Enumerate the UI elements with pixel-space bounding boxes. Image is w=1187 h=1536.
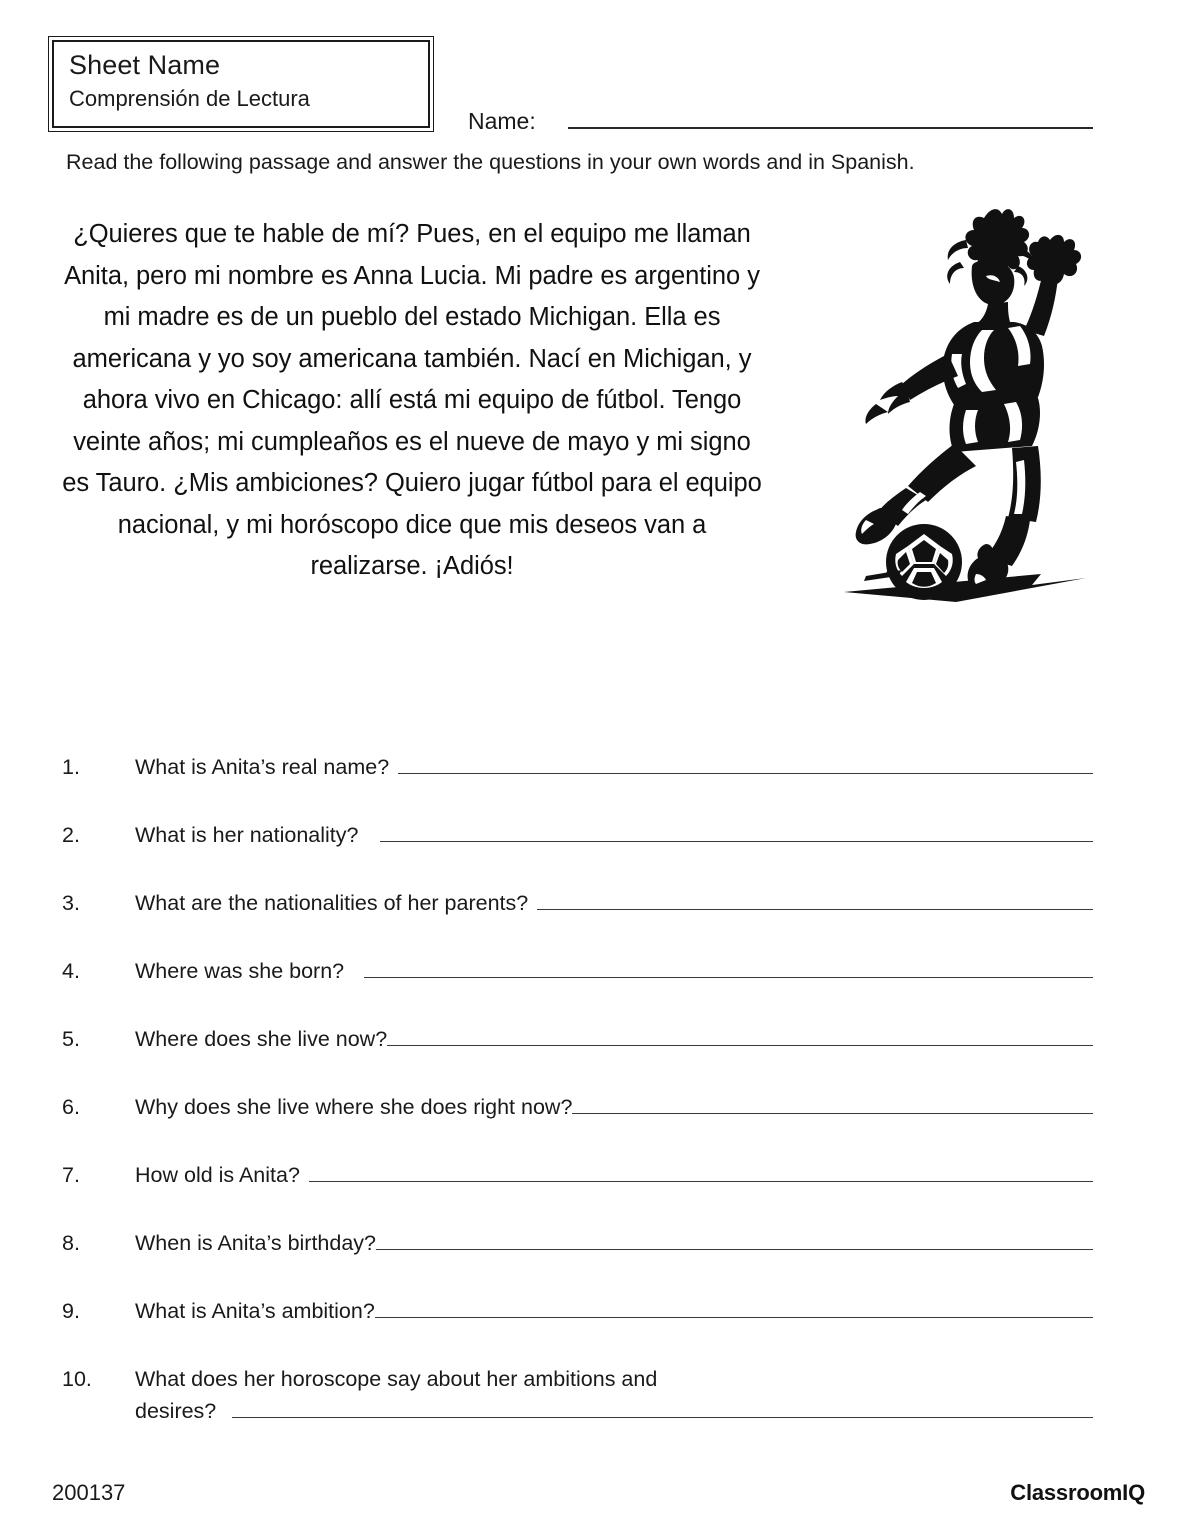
answer-line[interactable] [232,1404,1093,1418]
question-row-10 [0,1364,1187,1462]
worksheet-code: 200137 [52,1480,126,1505]
question-row-9 [0,1296,1187,1364]
answer-line[interactable] [572,1100,1093,1114]
brand-logo: ClassroomIQ [1010,1480,1145,1505]
question-text: Where does she live now? [135,1027,388,1051]
name-input-line[interactable] [568,109,1093,129]
answer-line[interactable] [387,1032,1093,1046]
question-number: 1. [62,755,80,779]
reading-passage: ¿Quieres que te hable de mí? Pues, en el equipo me llaman Anita, pero mi nombre es Anna Lucia. Mi padre es argentino y mi madre es de un pueblo del estado Michigan. Ella es americana y yo soy americana también. Nací en Michigan, y ahora vivo en Chicago: allí está mi equipo de fútbol. Tengo veinte años; mi cumpleaños es el nueve de mayo y mi signo es Tauro. ¿Mis ambiciones? Quiero jugar fútbol para el equipo nacional, y mi horóscopo dice que mis deseos van a realizarse. ¡Adiós! [62,220,762,580]
question-text: How old is Anita? [135,1163,300,1187]
question-number: 9. [62,1299,80,1323]
question-number: 5. [62,1027,80,1051]
title-box-inner [52,40,430,128]
question-row-4 [0,956,1187,1024]
sheet-subtitle: Comprensión de Lectura [69,86,310,111]
question-text: What is Anita’s ambition? [135,1299,375,1323]
worksheet-footer [0,1480,1187,1514]
question-text: What is Anita’s real name? [135,755,390,779]
answer-line[interactable] [380,828,1093,842]
question-number: 7. [62,1163,80,1187]
instructions-text: Read the following passage and answer the questions in your own words and in Spanish. [66,150,915,174]
answer-line[interactable] [376,1236,1093,1250]
soccer-player-illustration [836,204,1106,614]
question-number: 8. [62,1231,80,1255]
question-number: 3. [62,891,80,915]
question-number: 4. [62,959,80,983]
question-row-7 [0,1160,1187,1228]
question-text: What does her horoscope say about her ambitions and [135,1367,658,1391]
question-number: 2. [62,823,80,847]
question-text: What is her nationality? [135,823,359,847]
question-row-8 [0,1228,1187,1296]
question-number: 10. [62,1367,92,1391]
answer-line[interactable] [537,896,1093,910]
question-row-6 [0,1092,1187,1160]
question-row-5 [0,1024,1187,1092]
title-box [48,36,434,132]
question-row-2 [0,820,1187,888]
question-text-line-2: desires? [135,1399,217,1423]
name-field [468,108,1093,135]
question-text: What are the nationalities of her parents? [135,891,529,915]
question-text: Why does she live where she does right now? [135,1095,573,1119]
question-text: Where was she born? [135,959,345,983]
answer-line[interactable] [364,964,1093,978]
question-row-3 [0,888,1187,956]
questions-list [0,752,1187,1462]
sheet-name-title: Sheet Name [69,50,221,80]
question-number: 6. [62,1095,80,1119]
name-label: Name: [468,108,536,134]
answer-line[interactable] [375,1304,1093,1318]
question-row-1 [0,752,1187,820]
answer-line[interactable] [309,1168,1093,1182]
question-text: When is Anita’s birthday? [135,1231,377,1255]
answer-line[interactable] [398,760,1093,774]
worksheet-header [0,0,1187,174]
